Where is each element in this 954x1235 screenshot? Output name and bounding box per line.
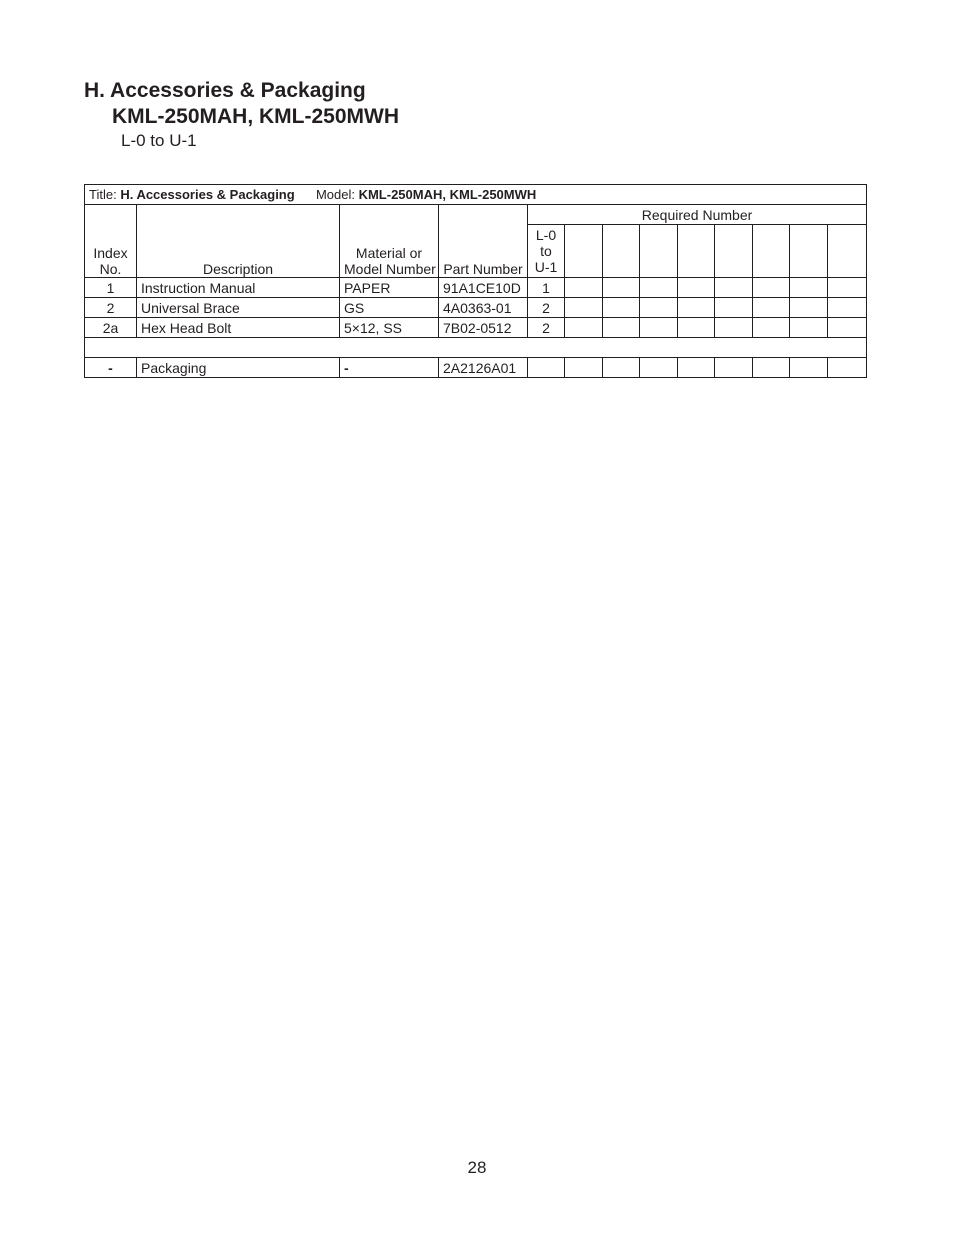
- cell-empty: [603, 358, 640, 378]
- cell-empty: [565, 298, 603, 318]
- cell-qty: [528, 358, 565, 378]
- cell-empty: [828, 318, 867, 338]
- header-index: [85, 205, 137, 278]
- cell-empty: [640, 318, 678, 338]
- cell-empty: [603, 298, 640, 318]
- header-empty: [603, 225, 640, 278]
- cell-index: -: [85, 358, 137, 378]
- header-empty: [753, 225, 790, 278]
- cell-qty: 1: [528, 278, 565, 298]
- cell-empty: [715, 318, 753, 338]
- cell-empty: [565, 318, 603, 338]
- header-empty: [715, 225, 753, 278]
- cell-part-number: 91A1CE10D: [439, 278, 528, 298]
- spacer-cell: [85, 338, 867, 358]
- table-title-cell: [85, 185, 867, 205]
- header-range: [528, 225, 565, 278]
- cell-qty: 2: [528, 298, 565, 318]
- header-range-line2: to: [540, 243, 552, 259]
- cell-description: Packaging: [137, 358, 340, 378]
- header-material-line2: Model Number: [344, 261, 436, 277]
- cell-description: Hex Head Bolt: [137, 318, 340, 338]
- header-empty: [565, 225, 603, 278]
- cell-index: 1: [85, 278, 137, 298]
- cell-empty: [678, 318, 715, 338]
- table-title-row: [85, 185, 867, 205]
- cell-empty: [678, 358, 715, 378]
- cell-part-number: 4A0363-01: [439, 298, 528, 318]
- cell-empty: [790, 318, 828, 338]
- title-label: Title:: [89, 187, 121, 202]
- header-empty: [828, 225, 867, 278]
- cell-description: Universal Brace: [137, 298, 340, 318]
- cell-empty: [603, 278, 640, 298]
- cell-empty: [828, 298, 867, 318]
- parts-table: [84, 184, 867, 378]
- header-empty: [678, 225, 715, 278]
- table-row: [85, 278, 867, 298]
- header-index-line1: Index: [93, 245, 128, 261]
- cell-empty: [753, 318, 790, 338]
- header-range-line1: L-0: [535, 227, 557, 243]
- cell-empty: [753, 278, 790, 298]
- section-title: H. Accessories & Packaging: [84, 79, 366, 102]
- cell-empty: [715, 278, 753, 298]
- cell-empty: [715, 298, 753, 318]
- header-part-number: Part Number: [439, 205, 528, 278]
- header-material-line1: Material or: [355, 245, 423, 261]
- model-title: KML-250MAH, KML-250MWH: [112, 105, 400, 128]
- cell-empty: [565, 358, 603, 378]
- cell-empty: [640, 278, 678, 298]
- page-number: 28: [467, 1158, 487, 1177]
- cell-material: 5×12, SS: [340, 318, 439, 338]
- cell-empty: [603, 318, 640, 338]
- serial-range: L-0 to U-1: [121, 131, 197, 150]
- table-row-packaging: [85, 358, 867, 378]
- model-value: KML-250MAH, KML-250MWH: [358, 187, 537, 202]
- cell-empty: [790, 358, 828, 378]
- cell-index: 2a: [85, 318, 137, 338]
- header-empty: [790, 225, 828, 278]
- cell-material: -: [340, 358, 439, 378]
- cell-empty: [565, 278, 603, 298]
- cell-material: PAPER: [340, 278, 439, 298]
- cell-empty: [753, 358, 790, 378]
- cell-description: Instruction Manual: [137, 278, 340, 298]
- cell-material: GS: [340, 298, 439, 318]
- header-empty: [640, 225, 678, 278]
- header-material: [340, 205, 439, 278]
- cell-empty: [790, 278, 828, 298]
- cell-empty: [790, 298, 828, 318]
- cell-empty: [640, 298, 678, 318]
- page-heading: [84, 78, 399, 152]
- title-value: H. Accessories & Packaging: [120, 187, 295, 202]
- cell-qty: 2: [528, 318, 565, 338]
- table-row: [85, 298, 867, 318]
- cell-empty: [678, 278, 715, 298]
- cell-part-number: 2A2126A01: [439, 358, 528, 378]
- spacer-row: [85, 338, 867, 358]
- header-index-line2: No.: [99, 261, 122, 277]
- header-range-line3: U-1: [534, 259, 558, 275]
- cell-index: 2: [85, 298, 137, 318]
- header-required-number: Required Number: [528, 205, 867, 225]
- model-label: Model:: [315, 187, 359, 202]
- cell-empty: [753, 298, 790, 318]
- cell-empty: [640, 358, 678, 378]
- cell-empty: [828, 278, 867, 298]
- cell-part-number: 7B02-0512: [439, 318, 528, 338]
- cell-empty: [678, 298, 715, 318]
- table-row: [85, 318, 867, 338]
- header-description: Description: [137, 205, 340, 278]
- cell-empty: [828, 358, 867, 378]
- cell-empty: [715, 358, 753, 378]
- required-number-row: [85, 205, 867, 225]
